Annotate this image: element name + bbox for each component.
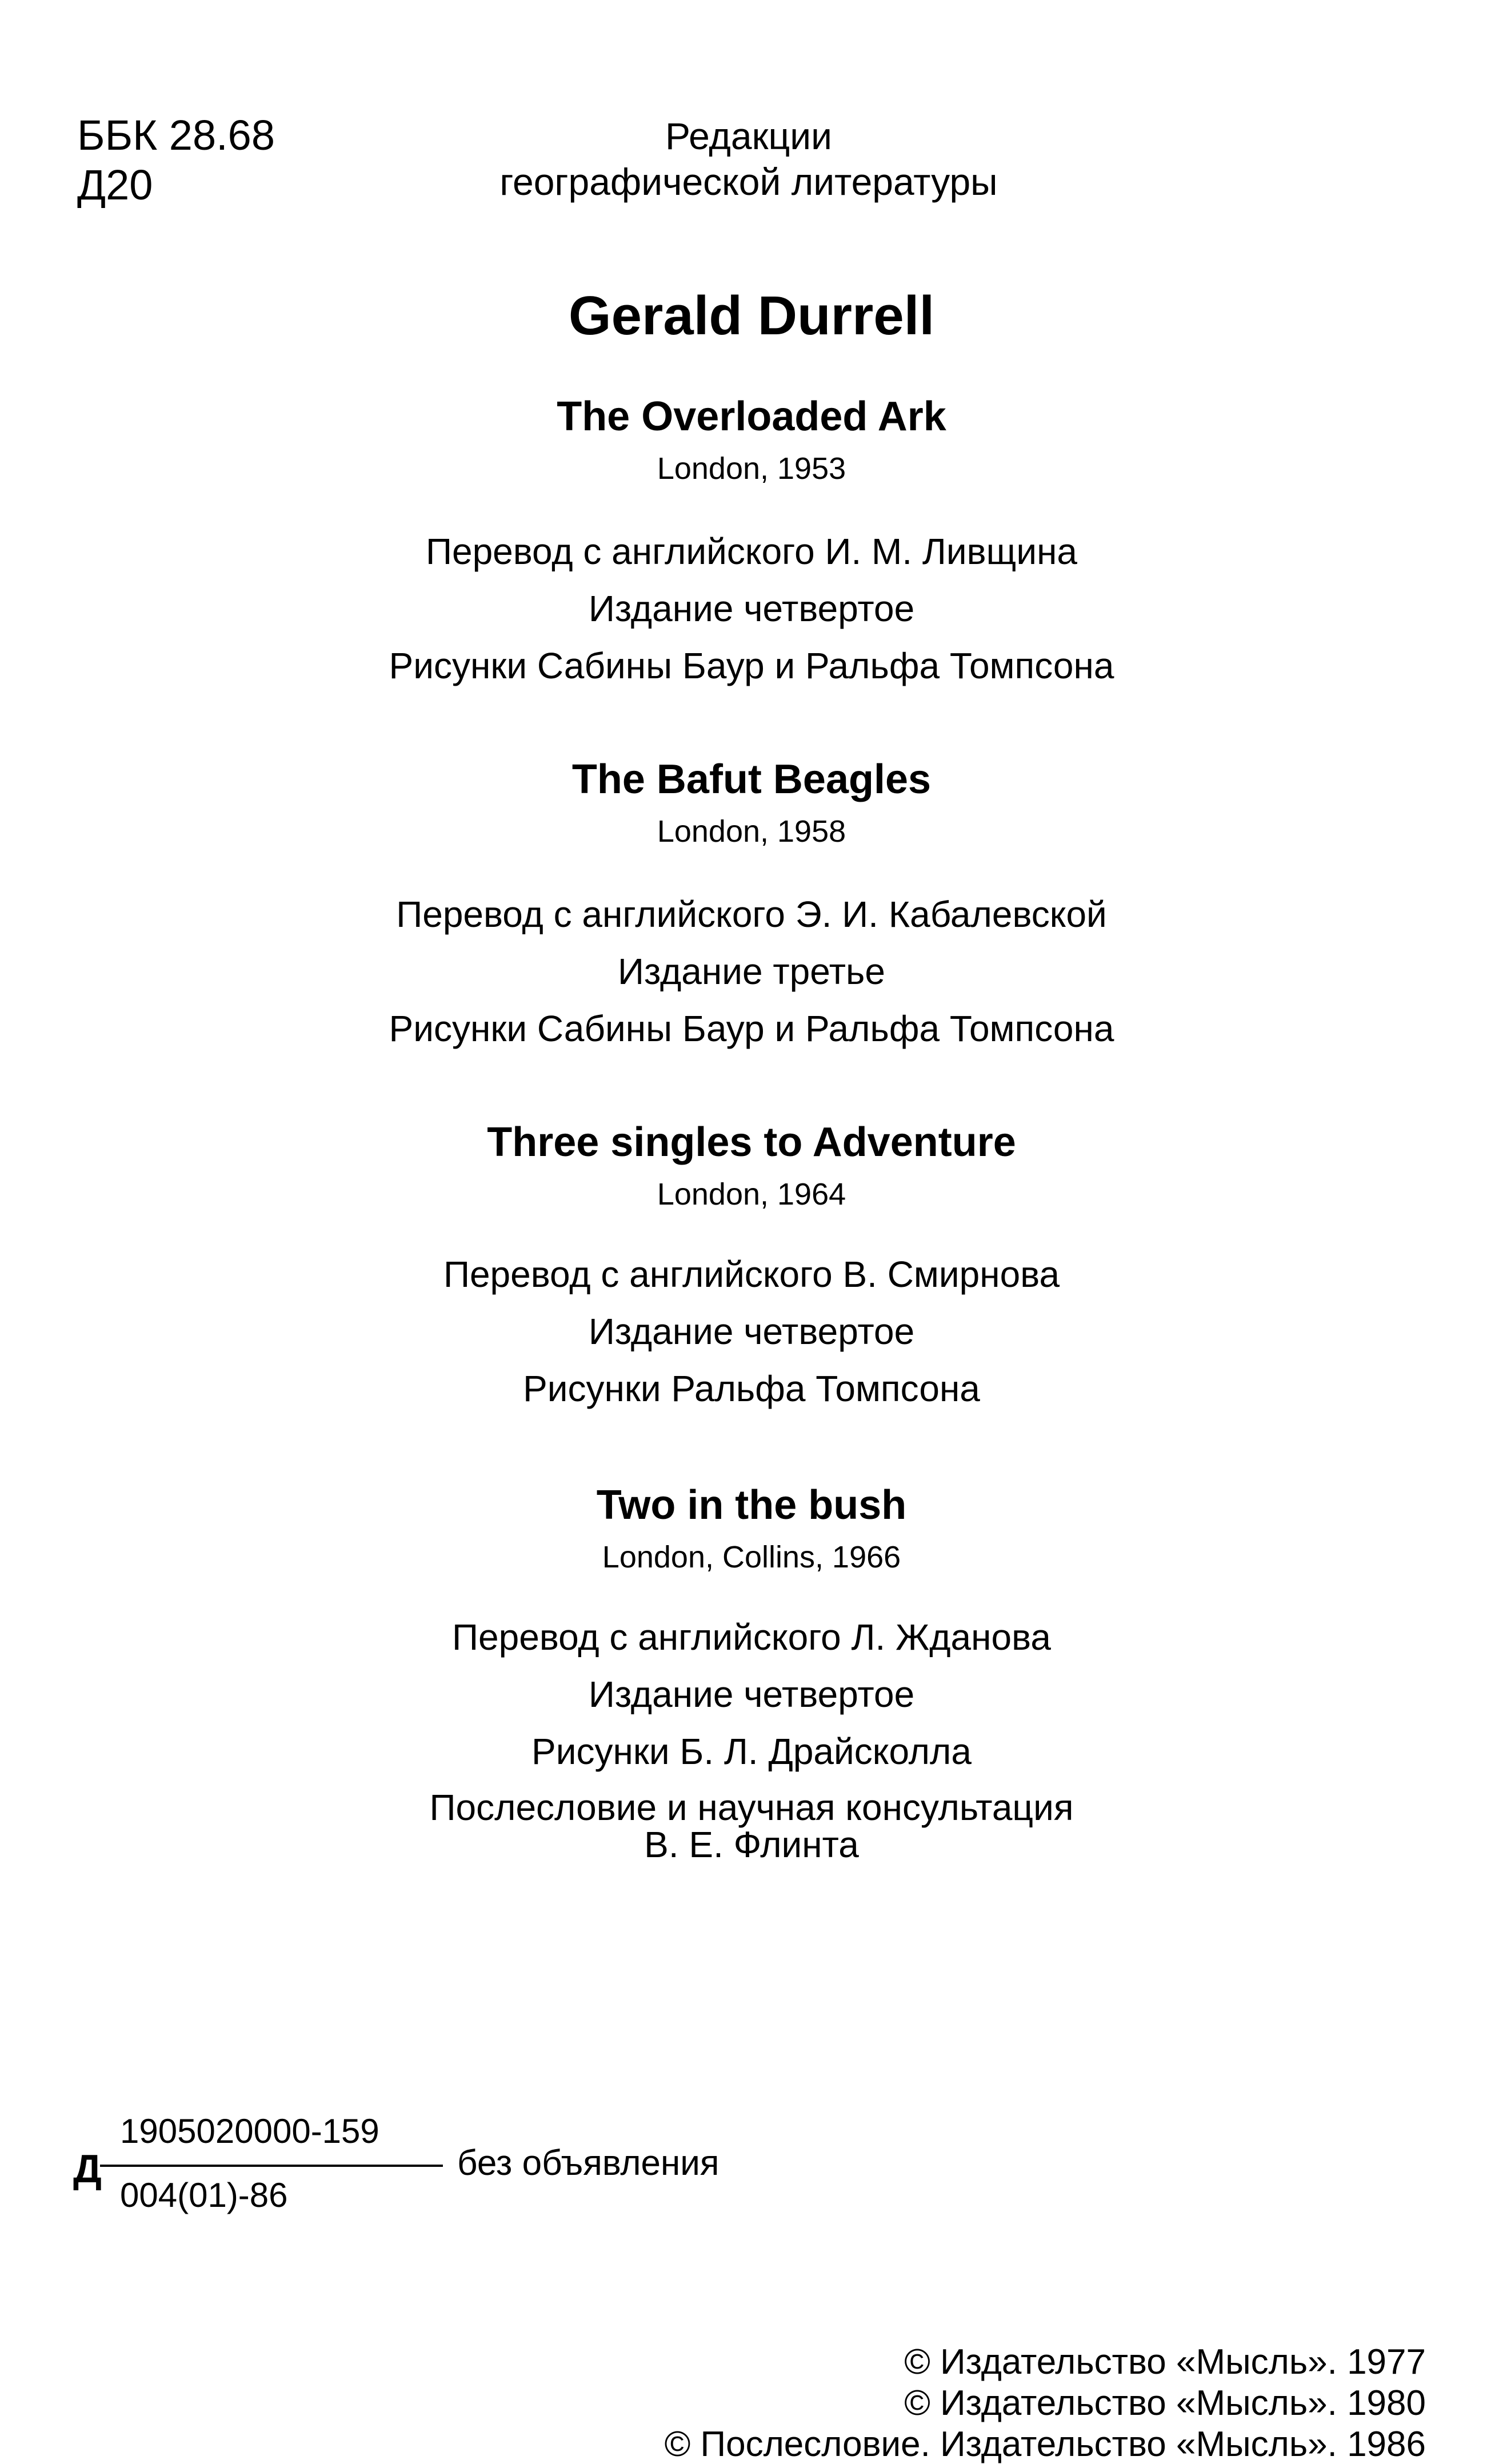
author-sign-code: Д20 (77, 161, 153, 209)
book-credit: Перевод с английского И. М. Ливщина (425, 531, 1078, 572)
book-credit: Перевод с английского Л. Жданова (452, 1617, 1051, 1658)
editorial-line-1: Редакции (665, 115, 832, 157)
index-note: без объявления (457, 2143, 719, 2183)
book-credit: Издание четвертое (588, 588, 915, 629)
book-imprint: London, 1958 (657, 814, 846, 849)
index-numerator: 1905020000-159 (120, 2112, 379, 2150)
book-title: Two in the bush (596, 1482, 907, 1528)
book-credit: В. Е. Флинта (644, 1824, 859, 1865)
book-title: Three singles to Adventure (487, 1119, 1016, 1165)
book-credit: Рисунки Сабины Баур и Ральфа Томпсона (389, 645, 1114, 686)
book-credit: Издание четвертое (588, 1311, 915, 1352)
copyright-line: © Издательство «Мысль». 1977 (904, 2342, 1426, 2382)
index-denominator: 004(01)-86 (120, 2176, 288, 2214)
book-imprint: London, Collins, 1966 (602, 1540, 901, 1574)
editorial-line-2: географической литературы (499, 161, 998, 203)
book-credit: Перевод с английского В. Смирнова (443, 1254, 1060, 1295)
index-fraction-line (100, 2165, 443, 2167)
copyright-line: © Издательство «Мысль». 1980 (904, 2383, 1426, 2423)
book-credit: Издание третье (618, 951, 885, 992)
book-credit: Рисунки Ральфа Томпсона (523, 1368, 980, 1409)
book-imprint: London, 1964 (657, 1177, 846, 1211)
book-imprint: London, 1953 (657, 451, 846, 486)
book-credit: Послесловие и научная консультация (429, 1787, 1074, 1828)
book-title: The Bafut Beagles (571, 757, 932, 802)
book-credit: Издание четвертое (588, 1674, 915, 1715)
book-credit: Перевод с английского Э. И. Кабалевской (396, 894, 1107, 935)
author-name: Gerald Durrell (568, 285, 935, 346)
bbk-code: ББК 28.68 (77, 111, 275, 159)
book-credit: Рисунки Б. Л. Драйсколла (531, 1731, 972, 1772)
index-letter: Д (73, 2146, 102, 2191)
book-credit: Рисунки Сабины Баур и Ральфа Томпсона (389, 1008, 1114, 1049)
book-title: The Overloaded Ark (557, 394, 946, 439)
copyright-line: © Послесловие. Издательство «Мысль». 1986 (664, 2425, 1426, 2464)
